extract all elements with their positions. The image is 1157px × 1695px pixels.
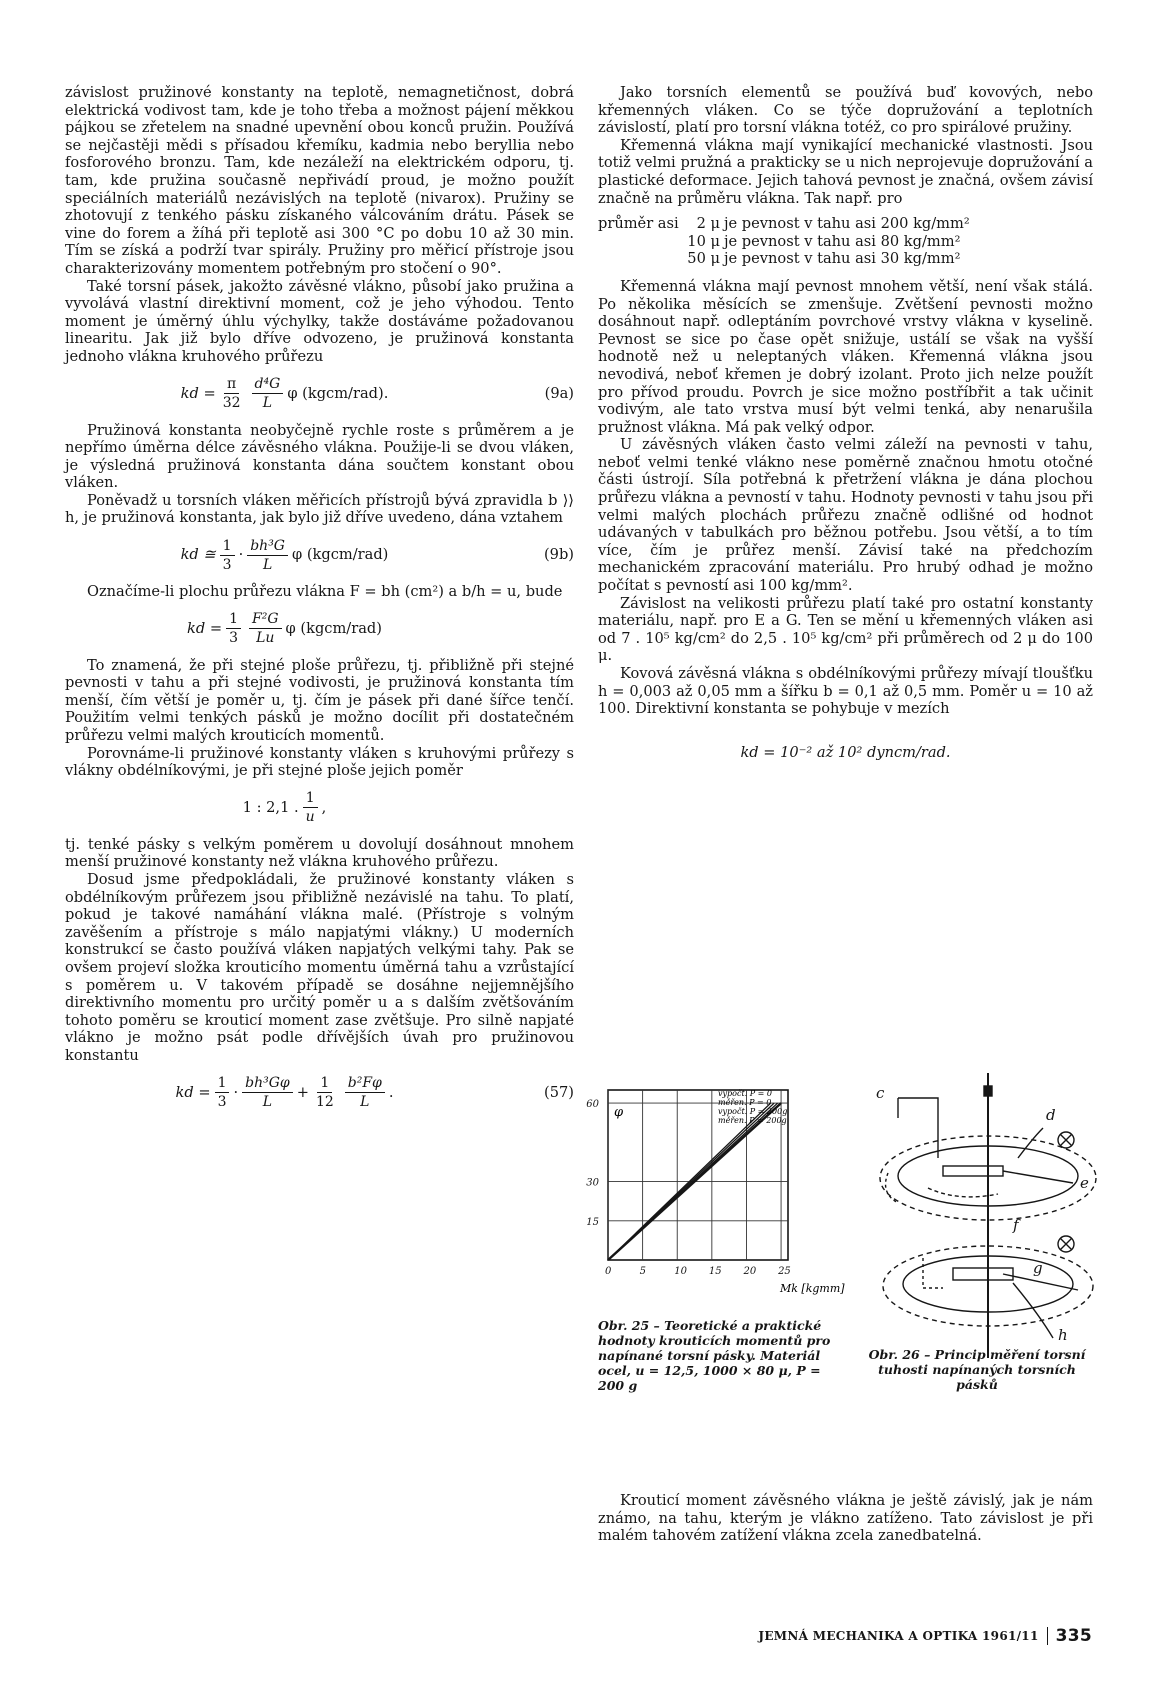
paragraph: Označíme-li plochu průřezu vlákna F = bh (cm²) a b/h = u, bude [87,583,563,601]
equation-kd-range: kd = 10⁻² až 10² dyncm/rad. [740,743,951,761]
paragraph: Poněvadž u torsních vláken měřicích přístrojů bývá zpravidla b ⟩⟩ h, je pružinová konstanta, jak bylo již dříve uvedeno, dána vztahem [65,491,574,527]
paragraph: Dosud jsme předpokládali, že pružinové konstanty vláken s obdélníkovým průřezem jsou přibližně nezávislé na tahu. To platí, pokud je takové namáhání vlákna malé. (Přístroje s volným zavěšením a přístroje s málo napjatými vlákny.) U moderních konstrukcí se často používá vláken napjatých velkými tahy. Pak se ovšem projeví složka krouticího momentu úměrná tahu a vzrůstající s poměrem u. V takovém případě se dosáhne nejjemnějšího direktivního momentu pro určitý poměr u a s dalším zvětšováním tohoto poměru se krouticí moment zase zvětšuje. Pro silně napjaté vlákno je možno psát podle dřívějších úvah pro pružinovou konstantu [65,871,574,1064]
legend-item: vypočt. P = 200g [718,1107,788,1116]
paragraph: Jako torsních elementů se používá buď kovových, nebo křemenných vláken. Co se týče dopružování a teplotních závislostí, platí pro torsní vlákna totéž, co pro spirálové pružiny. [598,84,1093,137]
diagram-label: e [1080,1174,1089,1192]
equation-ratio: 1 : 2,1 . $\frac{1}{u}$ , [242,790,327,826]
diagram-label: h [1058,1326,1068,1344]
equation-9b: kd ≅ $\frac{1}{3}$ · $\frac{\text{bh³G}}{L}$ φ (kgcm/rad) (9b) [180,537,574,573]
table-row: průměr asi 2 μ je pevnost v tahu asi 200 kg/mm² [598,215,970,233]
figure-26-caption: Obr. 26 – Princip měření torsní tuhosti napínaných torsních pásků [868,1347,1086,1392]
figure-25-caption: Obr. 25 – Teoretické a praktické hodnoty krouticích momentů pro napínané torsní pásky. Materiál ocel, u = 12,5, 1000 × 80 μ, P = 200 g [598,1318,831,1393]
x-tick-label: 10 [674,1266,687,1277]
y-axis-label: φ [614,1105,624,1120]
x-tick-label: 25 [778,1266,791,1277]
legend-item: vypočt. P = 0 [718,1089,773,1098]
diagram-label: c [876,1084,885,1102]
diagram-label: d [1046,1106,1056,1124]
y-tick-label: 30 [586,1177,599,1189]
figure-26-diagram [868,1068,1098,1368]
y-tick-label: 60 [586,1099,599,1111]
y-tick-label: 15 [586,1216,599,1228]
x-tick-label: 15 [708,1266,722,1277]
table-row: 10 μ je pevnost v tahu asi 80 kg/mm² [687,232,961,250]
equation-kd-area: kd = $\frac{1}{3}$ $\frac{\text{F²G}}{Lu}$ φ (kgcm/rad) [187,611,382,647]
paragraph: Křemenná vlákna mají vynikající mechanické vlastnosti. Jsou totiž velmi pružná a prakticky se u nich neprojevuje dopružování a plastické deformace. Jejich tahová pevnost je značná, ovšem závisí značně na průměru vlákna. Tak např. pro [598,136,1093,207]
paragraph: Pružinová konstanta neobyčejně rychle roste s průměrem a je nepřímo úměrna délce závěsného vlákna. Použije-li se dvou vláken, je výsledná pružinová konstanta dána součtem konstant obou vláken. [65,421,574,492]
paragraph: tj. tenké pásky s velkým poměrem u dovolují dosáhnout mnohem menší pružinové konstanty než vlákna kruhového průřezu. [65,835,574,871]
x-tick-label: 5 [639,1266,646,1277]
paragraph: Krouticí moment závěsného vlákna je ještě závislý, jak je nám známo, na tahu, kterým je vlákno zatíženo. Tato závislost je při malém tahovém zatížení vlákna zcela zanedbatelná. [598,1492,1093,1545]
right-column [598,84,1093,761]
paragraph: Křemenná vlákna mají pevnost mnohem větší, není však stálá. Po několika měsících se zmenšuje. Zvětšení pevnosti možno dosáhnout např. odleptáním povrchové vrstvy vlákna v kyselině. Pevnost se sice po čase opět snižuje, ustálí se však na vyšší hodnotě než u neleptaných vláken. Křemenná vlákna jsou nevodivá, neboť křemen je dobrý izolant. Proto jich nelze použít pro přívod proudu. Povrch je sice možno postříbřit a tak učinit vodivým, ale tato vrstva musí být velmi tenká, aby nenarušila pružnost vlákna. Má pak velký odpor. [598,277,1093,436]
diagram-label: f [1013,1216,1019,1234]
paragraph: závislost pružinové konstanty na teplotě, nemagnetičnost, dobrá elektrická vodivost tam, kde je toho třeba a možnost pájení měkkou pájkou se zřetelem na snadné upevnění obou konců pružin. Používá se nejčastěji mědi s přísadou křemíku, kadmia nebo beryllia nebo fosforového bronzu. Tam, kde nezáleží na elektrickém odporu, tj. tam, kde pružina současně nepřivádí proud, je možno použít speciálních materiálů nezávislých na teplotě (nivarox). Pružiny se zhotovují z tenkého pásku získaného válcováním drátu. Pásek se vine do forem a žíhá při teplotě asi 300 °C po dobu 10 až 30 min. Tím se získá a podrží tvar spirály. Pružiny pro měřicí přístroje jsou charakterizovány momentem potřebným pro stočení o 90°. [65,84,574,277]
paragraph: Kovová závěsná vlákna s obdélníkovými průřezy mívají tloušťku h = 0,003 až 0,05 mm a šířku b = 0,1 až 0,5 mm. Poměr u = 10 až 100. Direktivní konstanta se pohybuje v mezích [598,665,1093,718]
x-axis-label: Mk [kgmm] [780,1282,845,1295]
chart-legend [718,1089,787,1125]
paragraph: Závislost na velikosti průřezu platí také pro ostatní konstanty materiálu, např. pro E a G. Ten se mění u křemenných vláken asi od 7 . 10⁵ kg/cm² do 2,5 . 10⁵ kg/cm² při průměrech od 2 μ do 100 μ. [598,594,1093,665]
left-column [65,84,574,1121]
x-tick-label: 0 [605,1266,612,1277]
strength-table [598,215,1093,268]
divider [1047,1627,1048,1645]
page-footer [758,1626,1092,1646]
diagram-label: g [1033,1259,1043,1277]
journal-name: JEMNÁ MECHANIKA A OPTIKA 1961/11 [758,1629,1039,1643]
legend-item: měřen. P = 200g [718,1116,787,1125]
table-row: 50 μ je pevnost v tahu asi 30 kg/mm² [687,250,961,268]
equation-number: (9a) [544,384,574,402]
legend-item: měřen. P = 0 [718,1098,772,1107]
paragraph: To znamená, že při stejné ploše průřezu, tj. přibližně při stejné pevnosti v tahu a při stejné vodivosti, je pružinová konstanta tím menší, čím větší je poměr u, tj. čím je pásek při dané šířce tenčí. Použitím velmi tenkých pásků je možno docílit při dostatečném průřezu velmi malých krouticích momentů. [65,656,574,745]
x-tick-label: 20 [743,1266,757,1277]
paragraph: Porovnáme-li pružinové konstanty vláken s kruhovými průřezy s vlákny obdélníkovými, je při stejné ploše jejich poměr [65,744,574,780]
equation-number: (9b) [543,546,574,564]
paragraph: Také torsní pásek, jakožto závěsné vlákno, působí jako pružina a vyvolává vlastní direktivní moment, což je jeho výhodou. Tento moment je úměrný úhlu výchylky, takže dostáváme požadovanou linearitu. Jak již bylo dříve odvozeno, je pružinová konstanta jednoho vlákna kruhového průřezu [65,277,574,365]
equation-number: (57) [544,1083,574,1101]
equation-57: kd = $\frac{1}{3}$ · $\frac{\text{bh³Gφ}}{L}$ + $\frac{1}{12}$ $\frac{\text{b²Fφ}}{L}$ . (57) [175,1075,574,1111]
right-column-bottom [598,1492,1093,1545]
equation-9a: kd = $\frac{\pi}{32}$ $\frac{\text{d⁴G}}{L}$ φ (kgcm/rad). (9a) [180,376,574,411]
figure-25-chart [586,1078,856,1302]
page-number: 335 [1055,1626,1092,1646]
paragraph: U závěsných vláken často velmi záleží na pevnosti v tahu, neboť velmi tenké vlákno nese poměrně značnou hmotu otočné části ústrojí. Síla potřebná k přetržení vlákna je dána plochou průřezu vlákna a pevností v tahu. Hodnoty pevnosti v tahu jsou při velmi malých plochách průřezu značně odlišné od hodnot udávaných v tabulkách pro běžnou potřebu. Jsou větší, a to tím více, čím je průřez menší. Závisí také na předchozím mechanickém zpracování materiálu. Pro hrubý odhad je možno počítat s pevností asi 100 kg/mm². [598,436,1093,595]
